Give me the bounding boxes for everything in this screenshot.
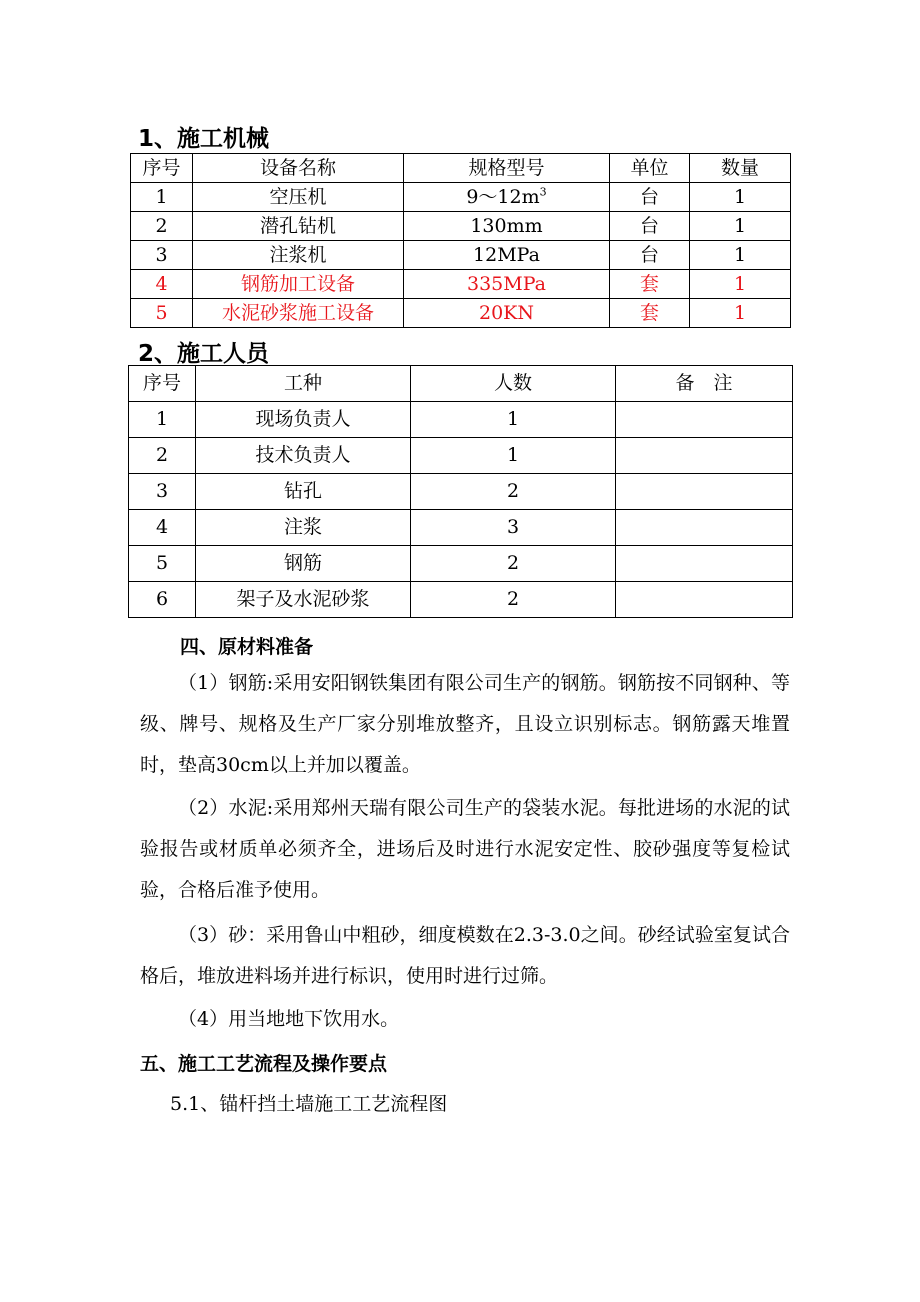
cell-spec: 12MPa [404,241,610,270]
cell-type: 钻孔 [196,474,411,510]
table-row [129,546,793,582]
cell-no: 3 [131,241,193,270]
header-cell: 规格型号 [404,154,610,183]
cell-unit: 台 [610,241,690,270]
table-header-row [131,154,791,183]
header-cell: 人数 [411,366,616,402]
personnel-table [128,365,793,618]
machinery-table [130,153,791,328]
table-row-highlighted [131,270,791,299]
cell-spec: 130mm [404,212,610,241]
cell-unit: 套 [610,299,690,328]
table-row [129,510,793,546]
cell-no: 3 [129,474,196,510]
paragraph-cement: （2）水泥:采用郑州天瑞有限公司生产的袋装水泥。每批进场的水泥的试验报告或材质单必须齐全，进场后及时进行水泥安定性、胶砂强度等复检试验，合格后准予使用。 [140,797,790,901]
cell-type: 钢筋 [196,546,411,582]
cell-no: 2 [129,438,196,474]
cell-qty: 1 [690,270,791,299]
cell-note [616,582,793,618]
cell-count: 2 [411,582,616,618]
cell-no: 4 [129,510,196,546]
section1-title: 1、施工机械 [138,126,270,152]
paragraph-water: （4）用当地地下饮用水。 [178,1008,400,1030]
cell-type: 注浆 [196,510,411,546]
cell-qty: 1 [690,241,791,270]
table-row [131,241,791,270]
cell-note [616,438,793,474]
cell-spec: $9\sim 12m^3$ [404,183,610,212]
cell-type: 现场负责人 [196,402,411,438]
cell-no: 5 [129,546,196,582]
table-header-row [129,366,793,402]
header-cell: 序号 [131,154,193,183]
cell-spec: 20KN [404,299,610,328]
cell-note [616,402,793,438]
table-row [129,474,793,510]
cell-unit: 台 [610,212,690,241]
cell-unit: 套 [610,270,690,299]
cell-note [616,510,793,546]
cell-no: 4 [131,270,193,299]
cell-no: 6 [129,582,196,618]
paragraph-steel: （1）钢筋:采用安阳钢铁集团有限公司生产的钢筋。钢筋按不同钢种、等级、牌号、规格及生产厂家分别堆放整齐，且设立识别标志。钢筋露天堆置时，垫高30cm以上并加以覆盖。 [140,672,790,776]
cell-spec: 335MPa [404,270,610,299]
cell-no: 5 [131,299,193,328]
header-cell: 备 注 [616,366,793,402]
cell-no: 2 [131,212,193,241]
table-row [131,212,791,241]
table-row [131,183,791,212]
cell-note [616,546,793,582]
cell-no: 1 [129,402,196,438]
table-row [129,402,793,438]
cell-count: 2 [411,474,616,510]
cell-qty: 1 [690,212,791,241]
cell-count: 2 [411,546,616,582]
cell-count: 1 [411,438,616,474]
table-row-highlighted [131,299,791,328]
table-row [129,582,793,618]
cell-name: 空压机 [193,183,404,212]
cell-type: 技术负责人 [196,438,411,474]
cell-note [616,474,793,510]
section4-title: 四、原材料准备 [180,636,314,658]
cell-qty: 1 [690,299,791,328]
cell-unit: 台 [610,183,690,212]
cell-name: 水泥砂浆施工设备 [193,299,404,328]
header-cell: 工种 [196,366,411,402]
header-cell: 序号 [129,366,196,402]
cell-count: 1 [411,402,616,438]
cell-count: 3 [411,510,616,546]
header-cell: 设备名称 [193,154,404,183]
cell-no: 1 [131,183,193,212]
header-cell: 单位 [610,154,690,183]
header-cell: 数量 [690,154,791,183]
section5-subtitle: 5.1、锚杆挡土墙施工工艺流程图 [170,1093,448,1115]
cell-type: 架子及水泥砂浆 [196,582,411,618]
section2-title: 2、施工人员 [138,341,270,367]
cell-name: 钢筋加工设备 [193,270,404,299]
section5-title: 五、施工工艺流程及操作要点 [140,1053,388,1075]
cell-spec-superscript: 3 [539,185,547,199]
cell-qty: 1 [690,183,791,212]
cell-name: 注浆机 [193,241,404,270]
cell-name: 潜孔钻机 [193,212,404,241]
paragraph-sand: （3）砂：采用鲁山中粗砂，细度模数在2.3-3.0之间。砂经试验室复试合格后，堆放进料场并进行标识，使用时进行过筛。 [140,924,790,987]
table-row [129,438,793,474]
